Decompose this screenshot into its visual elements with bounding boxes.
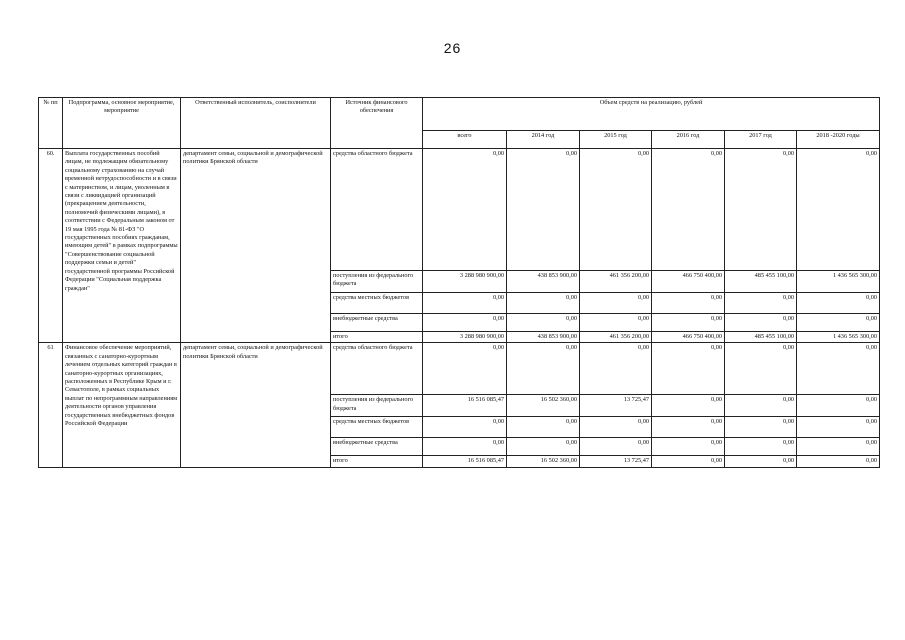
funding-amount: 0,00 <box>507 438 580 456</box>
funding-amount: 0,00 <box>507 343 580 395</box>
funding-amount: 438 853 900,00 <box>507 271 580 293</box>
row-number: 61 <box>39 343 63 467</box>
funding-amount: 0,00 <box>580 314 652 332</box>
funding-amount: 0,00 <box>797 417 880 438</box>
funding-amount: 0,00 <box>423 293 507 314</box>
funding-amount: 1 436 565 300,00 <box>797 332 880 343</box>
funding-amount: 0,00 <box>507 149 580 271</box>
funding-amount: 461 356 200,00 <box>580 271 652 293</box>
funding-amount: 466 750 400,00 <box>652 332 725 343</box>
funding-amount: 485 455 100,00 <box>725 332 797 343</box>
funding-amount: 0,00 <box>507 314 580 332</box>
page-number: 26 <box>443 40 462 56</box>
funding-amount: 0,00 <box>423 149 507 271</box>
funding-amount: 0,00 <box>652 314 725 332</box>
funding-source: внебюджетные средства <box>331 314 423 332</box>
funding-amount: 0,00 <box>652 293 725 314</box>
funding-source: средства областного бюджета <box>331 343 423 395</box>
header-year-2015: 2015 год <box>580 131 652 149</box>
funding-amount: 0,00 <box>652 417 725 438</box>
funding-amount: 1 436 565 300,00 <box>797 271 880 293</box>
funding-amount: 0,00 <box>725 343 797 395</box>
funding-amount: 0,00 <box>797 343 880 395</box>
funding-amount: 0,00 <box>725 395 797 417</box>
table-row <box>39 343 880 395</box>
funding-amount: 0,00 <box>423 343 507 395</box>
funding-source: поступления из федерального бюджета <box>331 271 423 293</box>
funding-amount: 485 455 100,00 <box>725 271 797 293</box>
funding-amount: 16 502 360,00 <box>507 456 580 467</box>
header-year-2017: 2017 год <box>725 131 797 149</box>
header-year-2014: 2014 год <box>507 131 580 149</box>
funding-amount: 0,00 <box>423 314 507 332</box>
funding-amount: 0,00 <box>580 293 652 314</box>
funding-amount: 0,00 <box>797 456 880 467</box>
header-funding: Объем средств на реализацию, рублей <box>423 98 880 131</box>
funding-amount: 3 288 980 900,00 <box>423 271 507 293</box>
funding-amount: 0,00 <box>652 456 725 467</box>
funding-source: итого <box>331 456 423 467</box>
funding-amount: 0,00 <box>725 417 797 438</box>
funding-amount: 0,00 <box>652 343 725 395</box>
funding-amount: 0,00 <box>725 149 797 271</box>
funding-source: средства местных бюджетов <box>331 293 423 314</box>
funding-amount: 466 750 400,00 <box>652 271 725 293</box>
funding-source: средства местных бюджетов <box>331 417 423 438</box>
executor-name: департамент семьи, социальной и демографической политики Брянской области <box>181 149 331 343</box>
funding-source: средства областного бюджета <box>331 149 423 271</box>
funding-amount: 3 288 980 900,00 <box>423 332 507 343</box>
funding-amount: 0,00 <box>652 149 725 271</box>
funding-amount: 0,00 <box>797 438 880 456</box>
header-year-2018-2020: 2018 -2020 годы <box>797 131 880 149</box>
funding-amount: 0,00 <box>797 314 880 332</box>
program-description: Выплата государственных пособий лицам, не подлежащим обязательному социальному страхованию на случай временной нетрудоспособности и в связи с материнством, и лицам, уволенным в связи с ликвидацией организаций (прекращением деятельности, полномочий физическими лицами), в соответствии с Федеральным законом от 19 мая 1995 года № 81-ФЗ "О государственных пособиях гражданам, имеющим детей" в рамках подпрограммы "Совершенствование социальной поддержки семьи и детей" государственной программы Российской Федерации "Социальная поддержка граждан" <box>63 149 181 343</box>
program-description: Финансовое обеспечение мероприятий, связанных с санаторно-курортным лечением отдельных категорий граждан в санаторно-курортных организациях, расположенных в Республике Крым и г. Севастополе, в рамках социальных выплат по непрограммным направлениям деятельности органов управления государственных внебюджетных фондов Российской Федерации <box>63 343 181 467</box>
funding-amount: 0,00 <box>797 395 880 417</box>
header-year-2016: 2016 год <box>652 131 725 149</box>
executor-name: департамент семьи, социальной и демографической политики Брянской области <box>181 343 331 467</box>
funding-amount: 0,00 <box>725 456 797 467</box>
header-num: № пп <box>39 98 63 149</box>
funding-amount: 0,00 <box>797 293 880 314</box>
header-source: Источник финансового обеспечения <box>331 98 423 149</box>
funding-amount: 0,00 <box>652 438 725 456</box>
header-year-total: всего <box>423 131 507 149</box>
header-executor: Ответственный исполнитель, соисполнители <box>181 98 331 149</box>
funding-amount: 0,00 <box>725 293 797 314</box>
funding-amount: 0,00 <box>423 417 507 438</box>
funding-amount: 13 725,47 <box>580 456 652 467</box>
funding-source: внебюджетные средства <box>331 438 423 456</box>
funding-amount: 0,00 <box>507 417 580 438</box>
funding-amount: 0,00 <box>797 149 880 271</box>
funding-amount: 461 356 200,00 <box>580 332 652 343</box>
table-row <box>39 149 880 271</box>
header-program: Подпрограмма, основное мероприятие, мероприятие <box>63 98 181 149</box>
funding-amount: 13 725,47 <box>580 395 652 417</box>
funding-amount: 0,00 <box>580 417 652 438</box>
funding-amount: 16 516 085,47 <box>423 395 507 417</box>
funding-amount: 0,00 <box>652 395 725 417</box>
funding-amount: 438 853 900,00 <box>507 332 580 343</box>
funding-amount: 0,00 <box>507 293 580 314</box>
row-number: 60. <box>39 149 63 343</box>
funding-amount: 0,00 <box>725 314 797 332</box>
funding-source: итого <box>331 332 423 343</box>
funding-amount: 0,00 <box>580 438 652 456</box>
funding-amount: 0,00 <box>580 343 652 395</box>
funding-amount: 16 502 360,00 <box>507 395 580 417</box>
funding-source: поступления из федерального бюджета <box>331 395 423 417</box>
funding-amount: 0,00 <box>725 438 797 456</box>
funding-amount: 16 516 085,47 <box>423 456 507 467</box>
funding-amount: 0,00 <box>423 438 507 456</box>
funding-amount: 0,00 <box>580 149 652 271</box>
budget-table <box>38 97 880 468</box>
